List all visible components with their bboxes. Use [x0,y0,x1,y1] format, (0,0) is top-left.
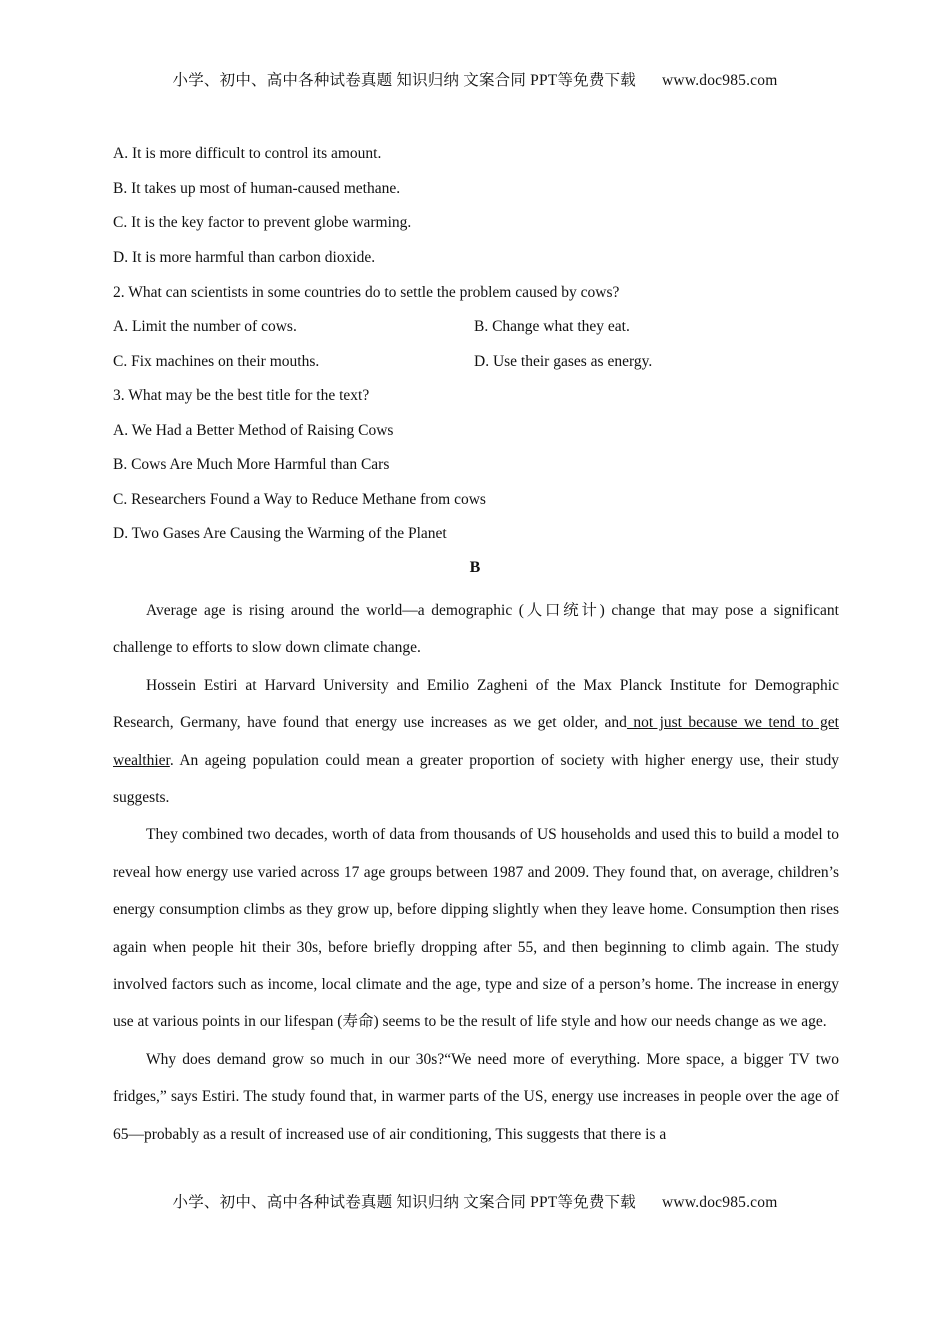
header-site-link[interactable]: www.doc985.com [662,72,778,89]
reading-passage [113,592,839,1153]
q2-option-d: D. Use their gases as energy. [474,353,653,370]
paragraph-2-rest: . An ageing population could mean a greater proportion of society with higher energy use, their study suggests. [113,751,839,807]
underlined-phrase: not just because we tend to get wealthier [113,714,839,769]
q2-option-b: B. Change what they eat. [474,318,630,335]
footer-text: 小学、初中、高中各种试卷真题 知识归纳 文案合同 PPT等免费下载 [172,1194,636,1211]
q1-option-c: C. It is the key factor to prevent globe warming. [113,214,412,231]
page-footer [0,1190,950,1212]
q3-option-b: B. Cows Are Much More Harmful than Cars [113,456,390,473]
q2-option-a: A. Limit the number of cows. [113,318,297,335]
q3-question: 3. What may be the best title for the text? [113,387,370,404]
paragraph-3: They combined two decades, worth of data from thousands of US households and used this to build a model to reveal how energy use varied across 17 age groups between 1987 and 2009. They found that, on average, children’s energy consumption climbs as they grow up, before dipping slightly when they leave home. Consumption then rises again when people hit their 30s, before briefly dropping after 55, and then beginning to climb again. The study involved factors such as income, local climate and the age, type and size of a person’s home. The increase in energy use at various points in our lifespan (寿命) seems to be the result of life style and how our needs change as we age. [113,826,839,1031]
paragraph-1: Average age is rising around the world—a demographic (人口统计) change that may pose a significant challenge to efforts to slow down climate change. [113,602,839,657]
q3-option-a: A. We Had a Better Method of Raising Cows [113,422,394,439]
paragraph-4: Why does demand grow so much in our 30s?“We need more of everything. More space, a bigger TV two fridges,” says Estiri. The study found that, in warmer parts of the US, energy use increases in people over the age of 65—probably as a result of increased use of air conditioning, This suggests that there is a [113,1050,839,1143]
page-header [0,68,950,90]
q3-option-d: D. Two Gases Are Causing the Warming of the Planet [113,525,447,542]
header-text: 小学、初中、高中各种试卷真题 知识归纳 文案合同 PPT等免费下载 [172,72,636,89]
footer-site-link[interactable]: www.doc985.com [662,1194,778,1211]
q1-option-d: D. It is more harmful than carbon dioxide. [113,249,376,266]
q2-question: 2. What can scientists in some countries do to settle the problem caused by cows? [113,284,620,301]
q1-option-a: A. It is more difficult to control its amount. [113,145,382,162]
section-heading-b: B [469,559,481,576]
paragraph-2 [113,667,839,817]
q3-option-c: C. Researchers Found a Way to Reduce Methane from cows [113,491,486,508]
q2-option-c: C. Fix machines on their mouths. [113,353,320,370]
q1-option-b: B. It takes up most of human-caused methane. [113,180,401,197]
paragraph-2-text: Hossein Estiri at Harvard University and Emilio Zagheni of the Max Planck Institute for Demographic Research, Germany, have found that energy use increases as we get older, and [113,676,839,732]
